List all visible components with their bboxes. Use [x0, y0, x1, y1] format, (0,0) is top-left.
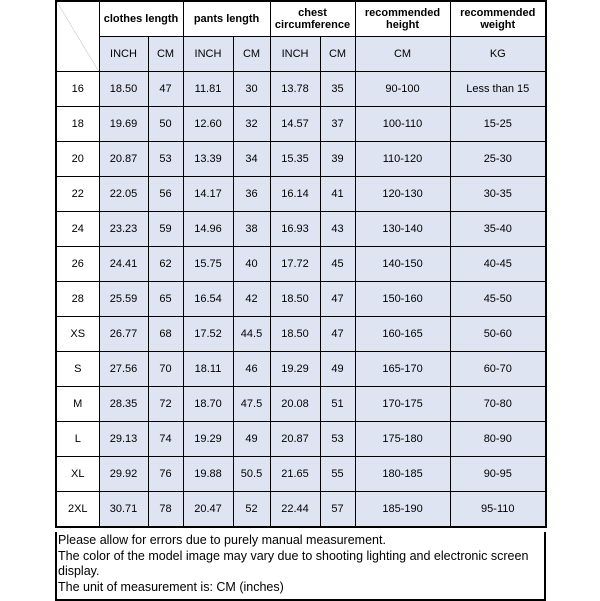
table-row	[56, 72, 546, 107]
table-row	[56, 422, 546, 457]
table-row	[56, 492, 546, 528]
table-cell: 16.93	[270, 212, 320, 247]
table-cell: 52	[233, 492, 270, 528]
corner-cell	[56, 1, 99, 72]
table-cell: 18.50	[270, 317, 320, 352]
table-cell: 78	[148, 492, 183, 528]
table-row	[56, 387, 546, 422]
header-recommended-weight: recommended weight	[450, 1, 546, 37]
table-cell: 37	[320, 107, 355, 142]
table-cell: 47.5	[233, 387, 270, 422]
table-cell: 19.69	[99, 107, 148, 142]
table-cell: 35-40	[450, 212, 546, 247]
table-cell: 175-180	[355, 422, 450, 457]
table-cell: 35	[320, 72, 355, 107]
unit-cell: CM	[355, 37, 450, 72]
table-cell: 42	[233, 282, 270, 317]
table-cell: 16.14	[270, 177, 320, 212]
table-cell: 29.13	[99, 422, 148, 457]
size-label-cell: 26	[56, 247, 99, 282]
table-cell: 60-70	[450, 352, 546, 387]
table-cell: 120-130	[355, 177, 450, 212]
table-cell: 170-175	[355, 387, 450, 422]
size-label-cell: M	[56, 387, 99, 422]
table-cell: 45	[320, 247, 355, 282]
size-label-cell: 22	[56, 177, 99, 212]
table-cell: 23.23	[99, 212, 148, 247]
table-cell: 165-170	[355, 352, 450, 387]
table-cell: 80-90	[450, 422, 546, 457]
table-cell: 20.87	[270, 422, 320, 457]
table-cell: 40	[233, 247, 270, 282]
table-cell: 62	[148, 247, 183, 282]
table-cell: 15.75	[183, 247, 233, 282]
unit-cell: CM	[148, 37, 183, 72]
size-label-cell: S	[56, 352, 99, 387]
table-cell: 56	[148, 177, 183, 212]
size-label-cell: 20	[56, 142, 99, 177]
table-cell: 47	[148, 72, 183, 107]
table-cell: 95-110	[450, 492, 546, 528]
table-cell: 18.50	[270, 282, 320, 317]
table-cell: 46	[233, 352, 270, 387]
table-row	[56, 142, 546, 177]
table-row	[56, 352, 546, 387]
table-cell: 19.29	[270, 352, 320, 387]
table-cell: 15-25	[450, 107, 546, 142]
table-cell: 70	[148, 352, 183, 387]
table-cell: 20.47	[183, 492, 233, 528]
table-cell: 19.88	[183, 457, 233, 492]
table-cell: 76	[148, 457, 183, 492]
table-cell: Less than 15	[450, 72, 546, 107]
table-cell: 16.54	[183, 282, 233, 317]
unit-cell: INCH	[183, 37, 233, 72]
notes-box	[55, 532, 546, 601]
table-cell: 49	[233, 422, 270, 457]
table-cell: 11.81	[183, 72, 233, 107]
table-cell: 150-160	[355, 282, 450, 317]
table-cell: 47	[320, 317, 355, 352]
note-line: Please allow for errors due to purely manual measurement.	[58, 533, 386, 547]
table-cell: 47	[320, 282, 355, 317]
table-row	[56, 317, 546, 352]
table-cell: 30-35	[450, 177, 546, 212]
table-cell: 19.29	[183, 422, 233, 457]
unit-row	[56, 37, 546, 72]
table-cell: 49	[320, 352, 355, 387]
size-label-cell: L	[56, 422, 99, 457]
table-cell: 40-45	[450, 247, 546, 282]
header-clothes-length: clothes length	[99, 1, 183, 37]
size-label-cell: 16	[56, 72, 99, 107]
table-cell: 21.65	[270, 457, 320, 492]
table-cell: 55	[320, 457, 355, 492]
table-cell: 14.57	[270, 107, 320, 142]
table-cell: 72	[148, 387, 183, 422]
table-cell: 17.72	[270, 247, 320, 282]
table-cell: 50-60	[450, 317, 546, 352]
size-label-cell: XS	[56, 317, 99, 352]
table-cell: 70-80	[450, 387, 546, 422]
table-row	[56, 282, 546, 317]
size-label-cell: 2XL	[56, 492, 99, 528]
table-row	[56, 247, 546, 282]
table-row	[56, 107, 546, 142]
table-cell: 180-185	[355, 457, 450, 492]
table-cell: 13.39	[183, 142, 233, 177]
table-cell: 14.96	[183, 212, 233, 247]
table-cell: 32	[233, 107, 270, 142]
table-cell: 25-30	[450, 142, 546, 177]
table-cell: 57	[320, 492, 355, 528]
unit-cell: INCH	[99, 37, 148, 72]
table-cell: 41	[320, 177, 355, 212]
table-row	[56, 212, 546, 247]
table-row	[56, 457, 546, 492]
header-recommended-height: recommended height	[355, 1, 450, 37]
header-row	[56, 1, 546, 37]
table-cell: 39	[320, 142, 355, 177]
table-cell: 27.56	[99, 352, 148, 387]
table-cell: 12.60	[183, 107, 233, 142]
table-cell: 22.05	[99, 177, 148, 212]
table-cell: 50.5	[233, 457, 270, 492]
table-cell: 24.41	[99, 247, 148, 282]
size-label-cell: 28	[56, 282, 99, 317]
table-cell: 160-165	[355, 317, 450, 352]
table-cell: 18.11	[183, 352, 233, 387]
table-row	[56, 177, 546, 212]
table-cell: 14.17	[183, 177, 233, 212]
table-cell: 44.5	[233, 317, 270, 352]
table-cell: 28.35	[99, 387, 148, 422]
table-cell: 90-95	[450, 457, 546, 492]
table-cell: 185-190	[355, 492, 450, 528]
table-cell: 140-150	[355, 247, 450, 282]
header-chest-circumference: chest circumference	[270, 1, 355, 37]
size-table	[55, 0, 547, 528]
table-cell: 36	[233, 177, 270, 212]
diagonal-line-icon	[57, 2, 99, 71]
table-cell: 110-120	[355, 142, 450, 177]
table-cell: 29.92	[99, 457, 148, 492]
table-cell: 90-100	[355, 72, 450, 107]
note-line: The color of the model image may vary due to shooting lighting and electronic screen display.	[58, 548, 529, 578]
table-cell: 13.78	[270, 72, 320, 107]
unit-cell: INCH	[270, 37, 320, 72]
unit-cell: KG	[450, 37, 546, 72]
table-cell: 68	[148, 317, 183, 352]
table-cell: 18.50	[99, 72, 148, 107]
size-label-cell: 18	[56, 107, 99, 142]
table-cell: 20.08	[270, 387, 320, 422]
note-line: The unit of measurement is: CM (inches)	[58, 579, 284, 594]
table-cell: 51	[320, 387, 355, 422]
table-cell: 74	[148, 422, 183, 457]
table-cell: 100-110	[355, 107, 450, 142]
header-pants-length: pants length	[183, 1, 270, 37]
table-cell: 30	[233, 72, 270, 107]
table-cell: 53	[320, 422, 355, 457]
table-cell: 45-50	[450, 282, 546, 317]
table-cell: 25.59	[99, 282, 148, 317]
table-cell: 17.52	[183, 317, 233, 352]
size-label-cell: XL	[56, 457, 99, 492]
table-cell: 65	[148, 282, 183, 317]
table-cell: 43	[320, 212, 355, 247]
unit-cell: CM	[233, 37, 270, 72]
table-cell: 34	[233, 142, 270, 177]
table-cell: 22.44	[270, 492, 320, 528]
unit-cell: CM	[320, 37, 355, 72]
table-cell: 18.70	[183, 387, 233, 422]
table-cell: 50	[148, 107, 183, 142]
table-cell: 53	[148, 142, 183, 177]
table-cell: 59	[148, 212, 183, 247]
table-cell: 130-140	[355, 212, 450, 247]
table-cell: 38	[233, 212, 270, 247]
table-cell: 26.77	[99, 317, 148, 352]
table-cell: 20.87	[99, 142, 148, 177]
table-cell: 15.35	[270, 142, 320, 177]
table-cell: 30.71	[99, 492, 148, 528]
size-label-cell: 24	[56, 212, 99, 247]
size-chart	[55, 0, 545, 600]
